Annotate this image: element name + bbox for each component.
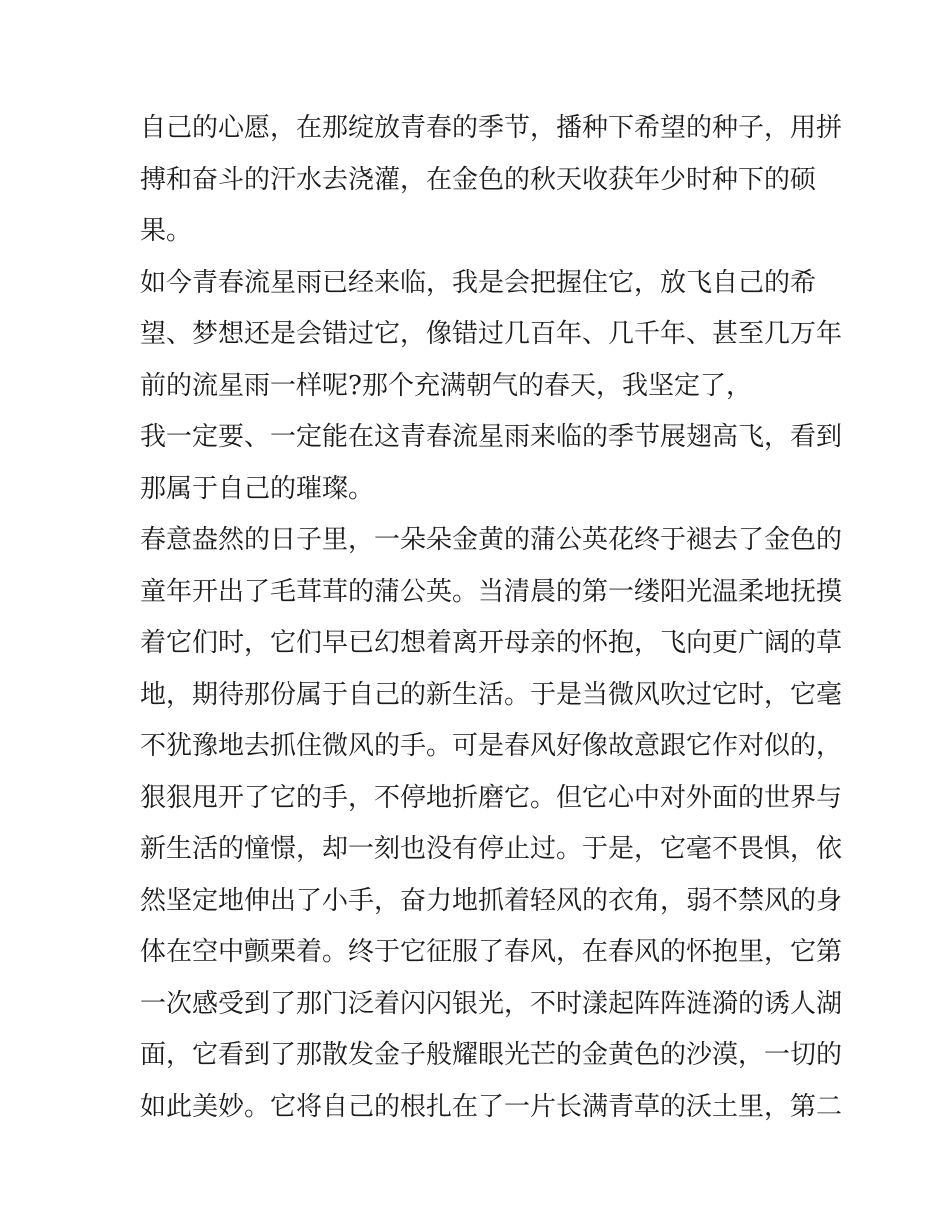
text-line: 地，期待那份属于自己的新生活。于是当微风吹过它时，它毫 [140, 679, 843, 710]
text-line: 着它们时，它们早已幻想着离开母亲的怀抱，飞向更广阔的草 [140, 628, 843, 658]
text-line: 自己的心愿，在那绽放青春的季节，播种下希望的种子，用拼 [140, 113, 843, 143]
text-line: 前的流星雨一样呢?那个充满朝气的春天，我坚定了， [140, 370, 752, 401]
text-line: 新生活的憧憬，却一刻也没有停止过。于是，它毫不畏惧，依 [140, 834, 843, 864]
text-line: 体在空中颤栗着。终于它征服了春风，在春风的怀抱里，它第 [140, 937, 843, 967]
text-line: 那属于自己的璀璨。 [140, 473, 375, 504]
text-line: 果。 [140, 216, 193, 246]
text-line: 春意盎然的日子里，一朵朵金黄的蒲公英花终于褪去了金色的 [140, 525, 843, 555]
body-text [140, 103, 843, 1133]
text-line: 一次感受到了那门泛着闪闪银光，不时漾起阵阵涟漪的诱人湖 [140, 988, 843, 1019]
text-line: 童年开出了毛茸茸的蒲公英。当清晨的第一缕阳光温柔地抚摸 [140, 576, 843, 607]
text-line: 望、梦想还是会错过它，像错过几百年、几千年、甚至几万年 [140, 319, 843, 349]
text-line: 面，它看到了那散发金子般耀眼光芒的金黄色的沙漠，一切的 [140, 1040, 843, 1070]
text-line: 如今青春流星雨已经来临，我是会把握住它，放飞自己的希 [140, 267, 817, 298]
text-line: 我一定要、一定能在这青春流星雨来临的季节展翅高飞，看到 [140, 422, 843, 452]
text-line: 搏和奋斗的汗水去浇灌，在金色的秋天收获年少时种下的硕 [140, 164, 817, 195]
text-line: 不犹豫地去抓住微风的手。可是春风好像故意跟它作对似的， [140, 731, 843, 761]
text-line: 狠狠甩开了它的手，不停地折磨它。但它心中对外面的世界与 [140, 782, 843, 813]
text-line: 然坚定地伸出了小手，奋力地抓着轻风的衣角，弱不禁风的身 [140, 885, 843, 916]
text-line: 如此美妙。它将自己的根扎在了一片长满青草的沃土里，第二 [140, 1091, 843, 1122]
